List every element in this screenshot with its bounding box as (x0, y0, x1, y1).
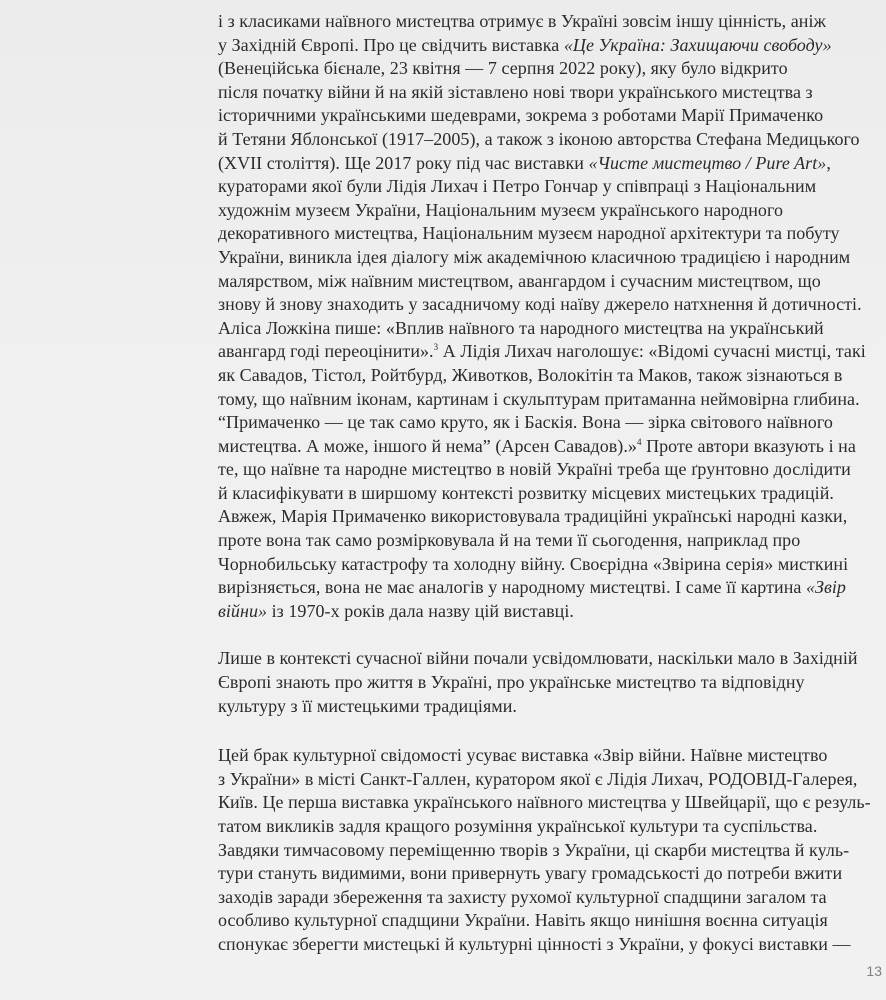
text-run: мистецтва. А може, іншого й нема” (Арсен Савадов).» (218, 435, 637, 456)
text-line (218, 411, 868, 435)
text-run: Проте автори вказують і на (641, 435, 856, 456)
text-run: Цей брак культурної свідомості усуває виставка «Звір війни. Наївне мистецтво (218, 745, 828, 766)
text-run: після початку війни й на якій зіставлено нові твори українського мистецтва з (218, 81, 813, 102)
text-run: Київ. Це перша виставка українського наївного мистецтва у Швейцарії, що є резуль- (218, 792, 871, 813)
text-line (218, 815, 868, 839)
text-run: кураторами якої були Лідія Лихач і Петро Гончар у співпраці з Національним (218, 176, 817, 197)
text-line (218, 152, 868, 176)
text-line (218, 34, 868, 58)
text-line (218, 695, 868, 719)
text-line (218, 886, 868, 910)
text-run: Авжеж, Марія Примаченко використовувала традиційні українські народні казки, (218, 506, 848, 527)
text-line (218, 81, 868, 105)
text-run: те, що наївне та народне мистецтво в новій Україні треба ще ґрунтовно дослідити (218, 459, 851, 480)
text-line (218, 458, 868, 482)
text-line (218, 388, 868, 412)
text-line (218, 270, 868, 294)
body-text (218, 10, 871, 957)
paragraph-1 (218, 10, 868, 623)
text-line (218, 104, 868, 128)
text-run: малярством, між наївним мистецтвом, авангардом і сучасним мистецтвом, що (218, 270, 821, 291)
text-run: тому, що наївним іконам, картинам і скульптурам притаманна неймовірна глибина. (218, 388, 860, 409)
text-run: Лише в контексті сучасної війни почали усвідомлювати, наскільки мало в Західній (218, 648, 858, 669)
text-run: з України» в місті Санкт-Галлен, куратором якої є Лідія Лихач, РОДОВІД-Галерея, (218, 768, 858, 789)
text-run: Чорнобильську катастрофу та холодну війну. Своєрідна «Звірина серія» мисткині (218, 553, 849, 574)
text-run: у Західній Європі. Про це свідчить виставка (218, 34, 564, 55)
text-run: (Венеційська бієнале, 23 квітня — 7 серпня 2022 року), яку було відкрито (218, 58, 788, 79)
text-run: “Примаченко — це так само круто, як і Баскія. Вона — зірка світового наївного (218, 412, 833, 433)
text-run: й Тетяни Яблонської (1917–2005), а також з іконою авторства Стефана Медицького (218, 128, 860, 149)
text-run: татом викликів задля кращого розуміння української культури та суспільства. (218, 816, 818, 836)
text-line (218, 671, 868, 695)
text-run: історичними українськими шедеврами, зокрема з роботами Марії Примаченко (218, 105, 824, 126)
text-run: авангард годі переоцінити». (218, 341, 434, 362)
text-line (218, 435, 868, 459)
text-line (218, 647, 868, 671)
text-line (218, 364, 868, 388)
footnote-marker: 3 (433, 342, 439, 353)
text-line (218, 317, 868, 341)
text-run: культуру з її мистецькими традиціями. (218, 695, 517, 716)
text-run: знову й знову знаходить у засадничому коді наїву джерело натхнення й дотичності. (218, 294, 862, 315)
text-run: із 1970-х років дала назву цій виставці. (267, 600, 574, 621)
italic-title: війни» (218, 600, 268, 621)
italic-title: «Чисте мистецтво / Pure Art» (588, 152, 827, 173)
text-line (218, 744, 868, 768)
text-run: Європі знають про життя в Україні, про українське мистецтво та відповідну (218, 672, 805, 693)
text-line (218, 199, 868, 223)
text-line (218, 529, 868, 553)
text-run: як Савадов, Тістол, Ройтбурд, Животков, Волокітін та Маков, також зізнаються в (218, 364, 843, 385)
text-run: заходів заради збереження та захисту рухомої культурної спадщини загалом та (218, 886, 827, 907)
text-line (218, 482, 868, 506)
text-run: вирізняється, вона не має аналогів у народному мистецтві. І саме її картина (218, 577, 806, 598)
text-run: і з класиками наївного мистецтва отримує в Україні зовсім іншу цінність, аніж (218, 11, 827, 31)
text-line (218, 862, 868, 886)
page-number: 13 (866, 963, 882, 979)
text-line (218, 553, 868, 577)
footnote-marker: 4 (636, 436, 642, 447)
text-line (218, 909, 868, 933)
paragraph-3 (218, 744, 871, 956)
text-run: , (826, 152, 831, 173)
text-line (218, 576, 868, 600)
text-line (218, 340, 868, 364)
text-run: проте вона так само розмірковувала й на теми її сьогодення, наприклад про (218, 530, 801, 551)
text-run: художнім музеєм України, Національним музеєм українського народного (218, 199, 783, 220)
text-run: Завдяки тимчасовому переміщенню творів з України, ці скарби мистецтва й куль- (218, 839, 850, 860)
text-run: України, виникла ідея діалогу між академічною класичною традицією і народним (218, 246, 851, 267)
text-line (218, 768, 868, 792)
text-line (218, 246, 868, 270)
italic-title: «Це Україна: Захищаючи свободу» (563, 34, 832, 55)
text-line (218, 600, 868, 624)
text-line (218, 222, 868, 246)
text-line (218, 933, 868, 957)
text-run: Аліса Ложкіна пише: «Вплив наївного та народного мистецтва на український (218, 317, 824, 338)
text-line (218, 505, 868, 529)
text-line (218, 128, 868, 152)
text-line (218, 293, 868, 317)
text-run: А Лідія Лихач наголошує: «Відомі сучасні мистці, такі (438, 341, 866, 362)
text-line (218, 791, 871, 815)
text-run: й класифікувати в ширшому контексті розвитку місцевих мистецьких традицій. (218, 482, 834, 503)
text-run: декоративного мистецтва, Національним музеєм народної архітектури та побуту (218, 223, 840, 244)
text-line (218, 57, 868, 81)
text-run: (XVII століття). Ще 2017 року під час виставки (218, 152, 589, 173)
text-line (218, 839, 868, 863)
text-run: спонукає зберегти мистецькі й культурні цінності з України, у фокусі виставки — (218, 933, 851, 954)
italic-title: «Звір (806, 577, 846, 598)
paragraph-2 (218, 647, 868, 718)
text-run: тури стануть видимими, вони привернуть увагу громадськості до потреби вжити (218, 863, 843, 884)
text-line (218, 10, 868, 34)
text-line (218, 175, 868, 199)
text-run: особливо культурної спадщини України. Навіть якщо нинішня воєнна ситуація (218, 910, 828, 931)
